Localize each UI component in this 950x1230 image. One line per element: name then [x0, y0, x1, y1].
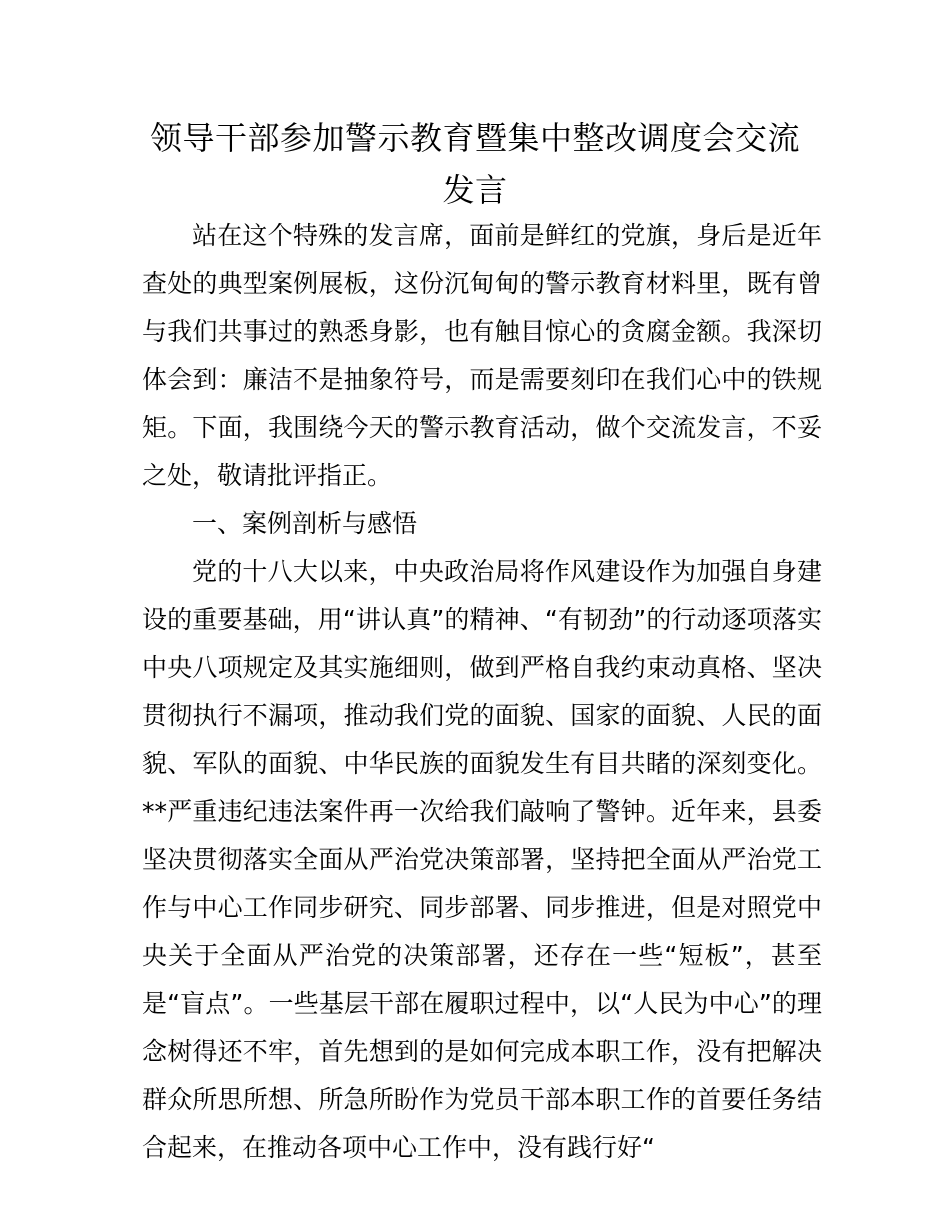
title-line-2: 发言 [442, 171, 508, 209]
document-title [140, 112, 810, 216]
intro-paragraph: 站在这个特殊的发言席，面前是鲜红的党旗，身后是近年查处的典型案例展板，这份沉甸甸的警示教育材料里，既有曾与我们共事过的熟悉身影，也有触目惊心的贪腐金额。我深切体会到：廉洁不是抽象符号，而是需要刻印在我们心中的铁规矩。下面，我围绕今天的警示教育活动，做个交流发言，不妥之处，敬请批评指正。 [142, 221, 822, 490]
title-line-1: 领导干部参加警示教育暨集中整改调度会交流 [149, 119, 800, 157]
document-body [142, 212, 822, 1172]
section-heading: 一、案例剖析与感悟 [192, 509, 418, 538]
section-paragraph: 党的十八大以来，中央政治局将作风建设作为加强自身建设的重要基础，用“讲认真”的精神、“有韧劲”的行动逐项落实中央八项规定及其实施细则，做到严格自我约束动真格、坚决贯彻执行不漏项，推动我们党的面貌、国家的面貌、人民的面貌、军队的面貌、中华民族的面貌发生有目共睹的深刻变化。**严重违纪违法案件再一次给我们敲响了警钟。近年来，县委坚决贯彻落实全面从严治党决策部署，坚持把全面从严治党工作与中心工作同步研究、同步部署、同步推进，但是对照党中央关于全面从严治党的决策部署，还存在一些“短板”，甚至是“盲点”。一些基层干部在履职过程中，以“人民为中心”的理念树得还不牢，首先想到的是如何完成本职工作，没有把解决群众所思所想、所急所盼作为党员干部本职工作的首要任务结合起来，在推动各项中心工作中，没有践行好“ [142, 557, 822, 1162]
